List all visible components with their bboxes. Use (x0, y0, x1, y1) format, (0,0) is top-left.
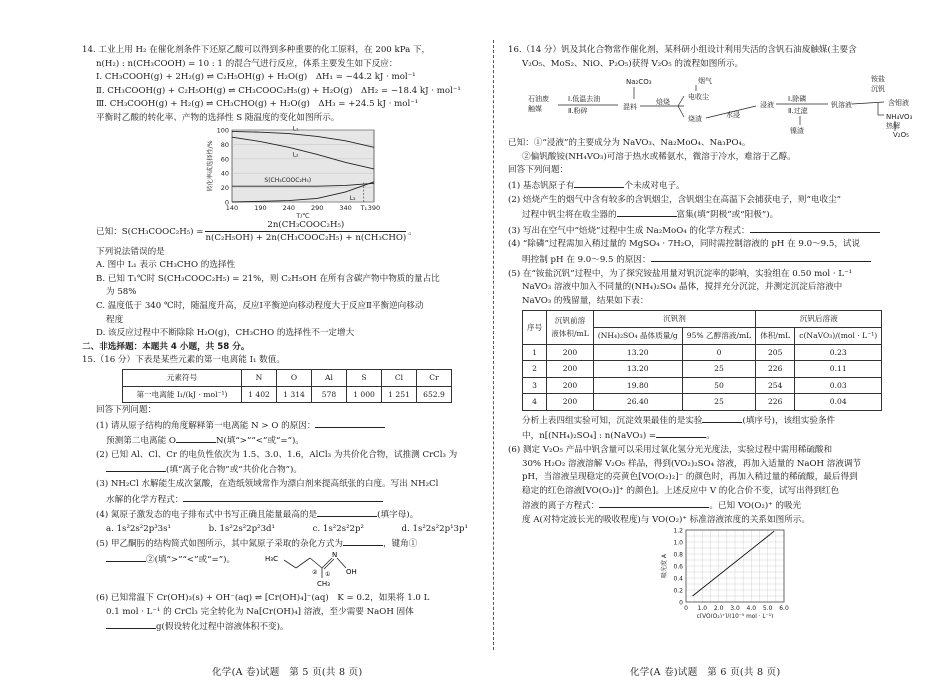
x-tick-label: 2.0 (713, 604, 724, 612)
answer-blank[interactable] (317, 507, 377, 517)
cell: 652.9 (417, 386, 452, 403)
cell: N (242, 369, 277, 386)
flow-node-catalyst-b: 触媒 (528, 105, 542, 114)
y-axis-label: 吸光度 A (661, 553, 668, 578)
q14-selectivity-definition (82, 218, 478, 246)
cell: 3 (523, 377, 547, 394)
q15-ask: 回答下列问题： (96, 405, 157, 416)
nitrogen-label: N (332, 551, 338, 560)
column-divider (493, 40, 494, 650)
q15-p4-text: (4) 氮原子激发态的电子排布式中书写正确且能量最高的是 (96, 510, 318, 521)
x-tick-label: 6.0 (779, 604, 789, 612)
flow-node-catalyst: 石油废 (528, 95, 549, 104)
absorbance-line (693, 531, 775, 596)
cell: 0.03 (795, 377, 882, 394)
q15-p4-options (82, 523, 478, 537)
header-volume-2: 液体积/mL (551, 329, 589, 339)
answer-blank[interactable] (106, 552, 146, 562)
x-tick-label: 140 (225, 203, 239, 212)
q16-p5-cont2: NaVO₃ 的残留量，结果如下表： (522, 295, 649, 306)
x-tick-label: 5.0 (762, 604, 773, 612)
x-tick-label: 190 (254, 203, 267, 212)
q16-p2: (2) 焙烧产生的烟气中含有较多的含钒烟尘，含钒烟尘在高温下会捕获电子，则“电收尘” (508, 194, 842, 205)
answer-blank[interactable] (343, 536, 383, 546)
series-label: L₃ (349, 194, 356, 202)
q16-p5-ratio (508, 428, 913, 444)
header-conc: c(NaVO₃)/(mol · L⁻¹) (795, 327, 882, 344)
q15-p5-text: (5) 甲乙酮肟的结构简式如图所示，其中氮原子采取的杂化方式为 (96, 539, 343, 550)
x-tick-label: 290 (310, 203, 324, 212)
q16-p2-cont (508, 207, 913, 223)
q15-title: 15.（16 分）下表是某些元素的第一电离能 I₁ 数值。 (82, 355, 285, 366)
answer-blank[interactable] (106, 462, 166, 472)
series-label: L₂ (292, 150, 299, 158)
angle-1-label: ① (325, 571, 331, 579)
q15-p4 (82, 507, 478, 523)
q15-p5b-text: ，键角① (382, 539, 418, 550)
s-numerator: 2n(CH₃COOC₂H₅) (205, 219, 406, 232)
q14-option-c-cont: 程度 (106, 314, 124, 325)
q14-chart (82, 126, 478, 218)
q16-p4-cont (508, 252, 913, 268)
q16-table-head1 (523, 311, 882, 328)
q14-line1: 14. 工业上用 H₂ 在催化剂条件下还原乙酸可以得到多种重要的化工原料，在 200 kPa 下， (82, 45, 431, 55)
q16-p1-tail: 个未成对电子。 (624, 180, 685, 191)
s-fraction (205, 219, 406, 244)
q15-p1-second (82, 433, 478, 449)
header-after: 沉钒后溶液 (756, 311, 882, 328)
y-tick-label: 0.4 (673, 575, 683, 583)
q15-p5-cont (82, 552, 478, 592)
q15-p4-tail: (填字母)。 (377, 510, 419, 521)
q16-p5: (5) 在“铵盐沉钒”过程中，为了探究铵盐用量对钒沉淀率的影响，实验组在 0.50 mol · L⁻¹ (508, 268, 853, 279)
answer-blank[interactable] (599, 498, 709, 508)
q15-table-row (123, 386, 452, 403)
q16-absorbance-chart (508, 528, 913, 618)
cell: 1 000 (347, 386, 382, 403)
q14-option-a: A. 图中 L₁ 表示 CH₃CHO 的选择性 (96, 260, 236, 271)
cell: 0.23 (795, 344, 882, 361)
y-tick-label: 1.2 (673, 527, 683, 535)
cell: S (347, 369, 382, 386)
q16-flowchart (508, 71, 913, 137)
q14-option-c: C. 温度低于 340 ℃时，随温度升高，反应Ⅰ平衡逆向移动程度大于反应Ⅱ平衡逆向移动 (96, 300, 424, 311)
q16-p5-analysis (508, 413, 913, 429)
q16-known2: ②偏钒酸铵(NH₄VO₃)可溶于热水或稀氨水，微溶于冷水，难溶于乙醇。 (522, 151, 796, 162)
cell: 254 (756, 377, 795, 394)
cell: 0.04 (795, 394, 882, 411)
cell: 0.11 (795, 361, 882, 378)
q15-p1-text: (1) 请从原子结构的角度解释第一电离能 N > O 的原因： (96, 420, 316, 431)
table-row (523, 344, 882, 361)
cell: 1 314 (277, 386, 312, 403)
s-lhs: 已知：S(CH₃COOC₂H₅) = (96, 226, 204, 237)
s-tail: 。 (408, 226, 417, 237)
flow-reagent-na2co3: Na₂CO₃ (626, 78, 652, 87)
footer-page6: 化学(A 卷)试题 第 6 页(共 8 页) (630, 667, 781, 678)
flow-step-filter: Ⅱ.过滤 (788, 107, 808, 116)
y-tick-label: 60 (220, 154, 229, 163)
s-denominator: n(C₂H₅OH) + 2n(CH₃COOC₂H₅) + n(CH₃CHO) (205, 232, 407, 243)
q14-reaction3: Ⅲ. CH₃COOH(g) + H₂(g) ⇌ CH₃CHO(g) + H₂O(g) ΔH₃ = +24.5 kJ · mol⁻¹ (96, 99, 419, 110)
y-tick-label: 100 (216, 126, 229, 135)
cell: Cr (417, 369, 452, 386)
q15-p3b-text: 水解的化学方程式： (106, 494, 184, 505)
q14-reaction1: Ⅰ. CH₃COOH(g) + 2H₂(g) ⇌ C₂H₅OH(g) + H₂O(g) ΔH₁ = −44.2 kJ · mol⁻¹ (96, 72, 416, 83)
flow-step-leach: 水浸 (726, 111, 740, 120)
cell: 25 (682, 394, 755, 411)
cell: 25 (682, 361, 755, 378)
answer-blank[interactable] (702, 413, 742, 423)
flow-node-residue: 烧渣 (688, 115, 702, 124)
flow-node-nh4vo3: NH₄VO₃ (886, 113, 913, 122)
option-b: b. 1s²2s²2p²3d¹ (208, 523, 276, 534)
q14-option-d: D. 该反应过程中不断除除 H₂O(g)，CH₃CHO 的选择性不一定增大 (96, 328, 355, 339)
cell: 13.20 (593, 344, 682, 361)
q15-p6-cont2 (82, 619, 478, 635)
q15-p1 (82, 418, 478, 434)
x-tick-label: 1.0 (697, 604, 708, 612)
option-d: d. 1s²2s²2p¹3p¹ (401, 523, 468, 534)
q15-p5c-text: ②(填“>”“<”或“=”)。 (146, 555, 236, 566)
q15-p2-cont (82, 462, 478, 478)
q14-ask: 下列说法错误的是 (96, 246, 165, 257)
answer-blank[interactable] (617, 207, 677, 217)
answer-blank[interactable] (183, 492, 383, 502)
q15-p3: (3) NH₂Cl 水解能生成次氯酸，在造纸领域常作为漂白剂来提高纸张的白度。写出 NH₂Cl (96, 479, 439, 490)
q16-precipitation-table (522, 310, 882, 411)
q15-p6c-text: g(假设转化过程中溶液体积不变)。 (156, 622, 289, 633)
flow-node-gas: 烟气 (698, 77, 712, 86)
answer-blank[interactable] (176, 433, 216, 443)
angle-2-label: ② (312, 569, 318, 577)
answer-blank[interactable] (315, 418, 385, 428)
header-vol-after: 体积/mL (756, 327, 795, 344)
cell: 1 (523, 344, 547, 361)
q16-p6f-text: 。已知 VO(O₂)⁺ 的吸光 (709, 501, 802, 512)
x-tick-label: 4.0 (746, 604, 757, 612)
q15-p5 (82, 536, 478, 552)
flow-node-leachate: 浸液 (760, 101, 774, 110)
q16-line1: 16.（14 分）钒及其化合物常作催化剂，某科研小组设计利用失活的含钒石油废触媒(主要含 (508, 45, 857, 55)
q15-ionization-table (122, 369, 452, 403)
cell: 26.40 (593, 394, 682, 411)
cell: 200 (547, 361, 594, 378)
q14-reaction2: Ⅱ. CH₃COOH(g) + C₂H₅OH(g) ⇌ CH₃COOC₂H₅(g) + H₂O(g) ΔH₂ = −18.4 kJ · mol⁻¹ (96, 85, 461, 96)
flow-step-roast: 焙烧 (656, 98, 670, 107)
cell: 1 251 (382, 386, 417, 403)
q14-line2: n(H₂) : n(CH₃COOH) = 10 : 1 的混合气进行反应，体系主要发生如下反应： (96, 58, 398, 69)
y-axis-label: 转化率或选择性/% (207, 139, 214, 192)
cell: 19.80 (593, 377, 682, 394)
q16-p4b-text: 明控制 pH 在 9.0～9.5 的原因： (522, 254, 651, 265)
left-column (82, 44, 478, 635)
y-tick-label: 40 (220, 169, 229, 178)
header-agent: 沉钒剂 (593, 311, 755, 328)
x-tick-label: 240 (282, 203, 296, 212)
cell: O (277, 369, 312, 386)
y-tick-label: 0.8 (673, 551, 683, 559)
flow-step-deoil: Ⅰ.低温去油 (568, 95, 601, 104)
q15-p2b-text: (填“离子化合物”或“共价化合物”)。 (166, 465, 302, 476)
q16-p4: (4) “除磷”过程需加入稍过量的 MgSO₄ · 7H₂O，同时需控制溶液的 pH 在 9.0～9.5，试说 (508, 239, 861, 250)
q14-option-b: B. 已知 T₁℃时 S(CH₃COOC₂H₅) = 21%，则 C₂H₅OH 在所有含碳产物中物质的量占比 (96, 273, 440, 284)
series-label: L₁ (292, 125, 299, 133)
x-tick-label: 3.0 (730, 604, 740, 612)
cell: 50 (682, 377, 755, 394)
y-tick-label: 20 (220, 183, 229, 192)
cell: 元素符号 (123, 369, 242, 386)
y-tick-label: 0.6 (673, 563, 683, 571)
section2-heading: 二、非选择题：本题共 4 小题，共 58 分。 (82, 341, 250, 352)
answer-blank[interactable] (750, 223, 880, 233)
table-row (523, 377, 882, 394)
flow-node-mix: 混料 (623, 103, 637, 112)
x-tick-label: 390 (367, 203, 381, 212)
q16-p5d-text: 分析上表四组实验可知，沉淀效果最佳的是实验 (522, 415, 703, 426)
y-tick-label: 0 (679, 599, 683, 607)
butanone-oxime-structure (262, 552, 382, 586)
q15-p3-cont (82, 492, 478, 508)
option-c: c. 1s²2s²2p² (312, 523, 364, 534)
right-column (508, 44, 913, 618)
cell: Cl (382, 369, 417, 386)
q16-p3-text: (3) 写出在空气中“焙烧”过程中生成 Na₂MoO₄ 的化学方程式： (508, 225, 750, 236)
flow-step-dephos: Ⅰ.除磷 (788, 95, 807, 104)
y-tick-label: 1.0 (673, 539, 683, 547)
q16-p2b-text: 过程中钒尘将在收尘器的 (522, 210, 617, 221)
flow-step-crush: Ⅱ.粉碎 (568, 107, 588, 116)
y-tick-label: 0 (224, 198, 229, 207)
q15-p6: (6) 已知常温下 Cr(OH)₃(s) + OH⁻(aq) ⇌ [Cr(OH)₄]⁻(aq) K = 0.2，如果将 1.0 L (96, 593, 430, 604)
header-volume (547, 311, 594, 344)
q16-p6-g: 度 A(对特定波长光的吸收程度)与 VO(O₂)⁺ 标准溶液浓度的关系如图所示。 (522, 515, 810, 526)
flow-node-v2o5: V₂O₅ (893, 131, 909, 138)
q16-p1 (508, 178, 913, 194)
y-tick-label: 0.2 (673, 587, 683, 595)
x-tick-label: 0 (684, 604, 688, 612)
q16-p6-c: pH，当溶液呈现稳定的亮黄色[VO(O₂)₂]⁻ 的颜色时，再加入稍过量的稀硫酸，最后得到 (522, 472, 858, 483)
option-a: a. 1s²2s²2p³3s¹ (106, 523, 171, 534)
y-tick-label: 80 (220, 140, 229, 149)
cell: 226 (756, 361, 795, 378)
q16-p6e-text: 溶液的离子方程式： (522, 501, 600, 512)
answer-blank[interactable] (656, 428, 706, 438)
cell: Al (312, 369, 347, 386)
header-volume-1: 沉钒前溶 (554, 315, 586, 325)
flow-step-pyrolysis: 热解 (886, 122, 900, 131)
q16-p6-b: 30% H₂O₂ 溶液溶解 V₂O₅ 样品，得到(VO₂)₂SO₄ 溶液，再加入适量的 NaOH 溶液调节 (522, 458, 862, 469)
q16-p5g-text: 。 (706, 431, 715, 442)
q16-p5f-text: 中，n[(NH₄)₂SO₄] : n(NaVO₃) = (522, 431, 657, 442)
flow-step-precip: 沉钒 (871, 85, 885, 94)
hydroxyl-label: OH (346, 568, 357, 577)
flow-node-ni-residue: 镍渣 (790, 127, 804, 136)
answer-blank[interactable] (106, 619, 156, 629)
q16-known1: 已知：①“浸液”的主要成分为 NaVO₃、Na₂MoO₄、Na₃PO₄。 (508, 138, 751, 149)
answer-blank[interactable] (651, 252, 871, 262)
q16-p6-e (508, 498, 913, 514)
x-axis-label: T/℃ (296, 211, 310, 218)
cell: 578 (312, 386, 347, 403)
q15-p1c-text: N(填“>”“<”或“=”)。 (215, 436, 304, 447)
q16-ask: 回答下列问题： (508, 165, 569, 176)
cell: 200 (547, 344, 594, 361)
methyl-label-left: H₃C (265, 555, 278, 564)
q16-p1-text: (1) 基态钒原子有 (508, 180, 575, 191)
cell: 226 (756, 394, 795, 411)
answer-blank[interactable] (574, 178, 624, 188)
q14-option-b-cont: 为 58% (106, 287, 137, 298)
header-ethanol: 95% 乙醇溶液/mL (682, 327, 755, 344)
cell: 200 (547, 377, 594, 394)
x-tick-label: 340 (339, 203, 352, 212)
q16-line2: V₂O₅、MoS₂、NiO、P₂O₅)获得 V₂O₅ 的流程如图所示。 (522, 58, 744, 69)
table-row (523, 361, 882, 378)
q16-p6: (6) 测定 V₂O₅ 产品中钒含量可以采用过氧化氢分光光度法，实验过程中需用稀硫酸和 (508, 445, 833, 456)
q15-p1b-text: 预测第二电离能 O (106, 436, 176, 447)
cell: 1 402 (242, 386, 277, 403)
cell: 2 (523, 361, 547, 378)
q16-p5e-text: (填序号)，该组实验条件 (742, 415, 836, 426)
q15-p6-cont: 0.1 mol · L⁻¹ 的 CrCl₃ 完全转化为 Na[Cr(OH)₄] 溶液，至少需要 NaOH 固体 (106, 606, 414, 617)
cell: 0 (682, 344, 755, 361)
q16-p5-cont: NaVO₃ 溶液中加入不同量的(NH₄)₂SO₄ 晶体，搅拌充分沉淀，并测定沉淀后溶液中 (522, 282, 843, 293)
header-seq: 序号 (523, 311, 547, 344)
t1-label: T₁ (360, 203, 368, 212)
q16-p6-d: 稳定的红色溶液[VO(O₂)]⁺ 的颜色]。上述反应中 V 的化合价不变，试写出得到红色 (522, 485, 840, 496)
cell: 第一电离能 I₁/(kJ · mol⁻¹) (123, 386, 242, 403)
cell: 200 (547, 394, 594, 411)
cell: 4 (523, 394, 547, 411)
q16-p2c-text: 富集(填“阴极”或“阳极”)。 (676, 210, 779, 221)
flow-node-v-solution: 钒溶液 (831, 101, 852, 110)
x-axis-label: c[VO(O₂)⁺]/(10⁻⁵ mol · L⁻¹) (696, 613, 774, 618)
flow-step-ammonium: 铵盐 (871, 75, 885, 84)
q15-p2: (2) 已知 Al、Cl、Cr 的电负性依次为 1.5、3.0、1.6，AlCl₃ 为共价化合物，试推测 CrCl₃ 为 (96, 449, 458, 460)
methyl-label-bottom: CH₃ (317, 580, 330, 587)
flow-node-mo-liquid: 含钼液 (888, 99, 909, 108)
q14-line3: 平衡时乙酸的转化率、产物的选择性 S 随温度的变化如图所示。 (96, 112, 340, 123)
table-row (523, 394, 882, 411)
cell: 13.20 (593, 361, 682, 378)
footer-page5: 化学(A 卷)试题 第 5 页(共 8 页) (212, 667, 363, 678)
series-label: S(CH₃COOC₂H₅) (264, 176, 312, 184)
cell: 205 (756, 344, 795, 361)
q15-table-head (123, 369, 452, 386)
header-mass: (NH₄)₂SO₄ 晶体质量/g (593, 327, 682, 344)
flow-node-dust: 电收尘 (688, 93, 709, 102)
q16-p3 (508, 223, 913, 239)
